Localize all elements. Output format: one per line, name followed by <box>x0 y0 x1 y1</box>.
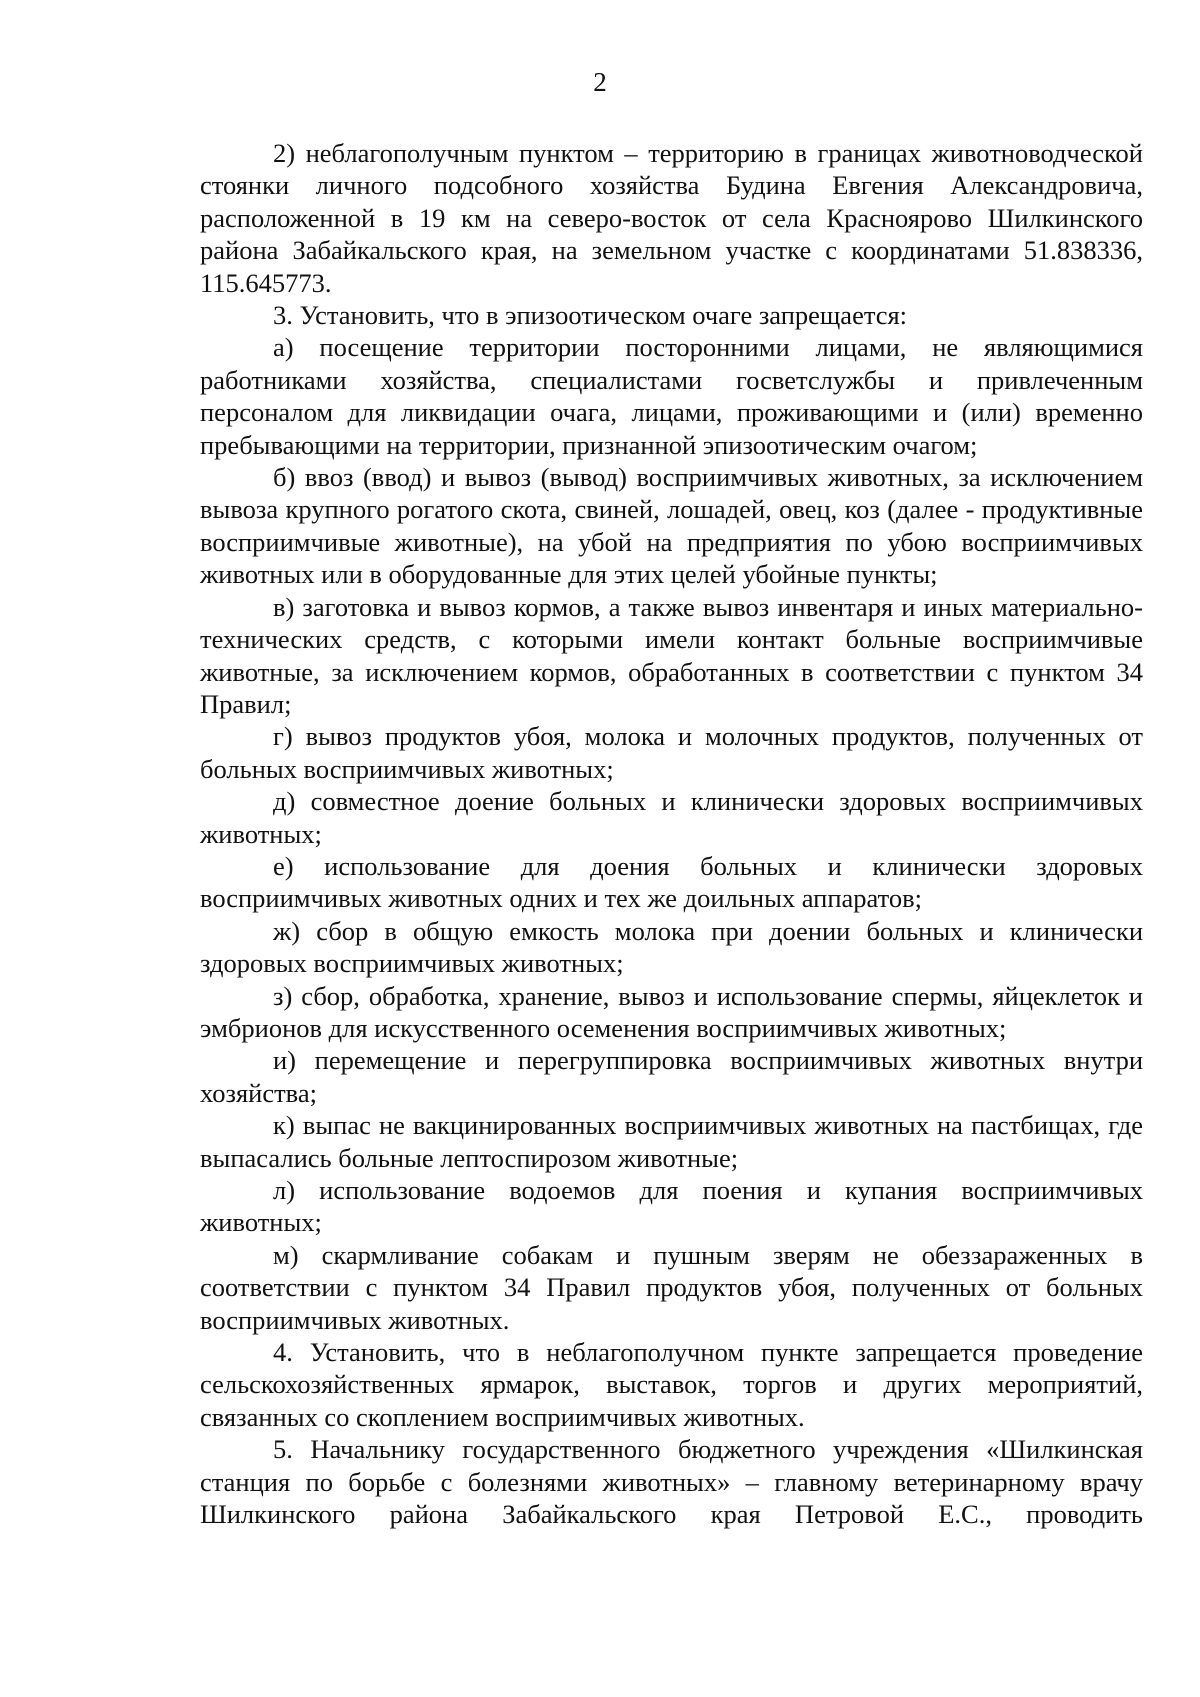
paragraph-item-5: 5. Начальнику государственного бюджетного учреждения «Шилкинская станция по борьбе с болезнями животных» – главному ветеринарному врачу Шилкинского района Забайкальского края Петровой Е.С., проводить <box>200 1434 1143 1530</box>
paragraph-item-3b: б) ввоз (ввод) и вывоз (вывод) восприимчивых животных, за исключением вывоза крупного рогатого скота, свиней, лошадей, овец, коз (далее - продуктивные восприимчивые животные), на убой на предприятия по убою восприимчивых животных или в оборудованные для этих целей убойные пункты; <box>200 462 1143 590</box>
paragraph-item-2: 2) неблагополучным пунктом – территорию в границах животноводческой стоянки личного подсобного хозяйства Будина Евгения Александровича, расположенной в 19 км на северо-восток от села Красноярово Шилкинского района Забайкальского края, на земельном участке с координатами 51.838336, 115.645773. <box>200 138 1143 298</box>
paragraph-item-3e: е) использование для доения больных и клинически здоровых восприимчивых животных одних и тех же доильных аппаратов; <box>200 850 1143 914</box>
paragraph-item-3g: г) вывоз продуктов убоя, молока и молочных продуктов, полученных от больных восприимчивых животных; <box>200 721 1143 784</box>
paragraph-item-3v: в) заготовка и вывоз кормов, а также вывоз инвентаря и иных материально-технических средств, с которыми имели контакт больные восприимчивые животные, за исключением кормов, обработанных в соответствии с пунктом 34 Правил; <box>200 591 1143 719</box>
paragraph-item-4: 4. Установить, что в неблагополучном пункте запрещается проведение сельскохозяйственных ярмарок, выставок, торгов и других мероприятий, связанных со скоплением восприимчивых животных. <box>200 1337 1143 1432</box>
paragraph-item-3z: з) сбор, обработка, хранение, вывоз и использование спермы, яйцеклеток и эмбрионов для искусственного осеменения восприимчивых животных; <box>200 980 1143 1043</box>
document-body <box>200 137 1143 1530</box>
paragraph-item-3k: к) выпас не вакцинированных восприимчивых животных на пастбищах, где выпасались больные лептоспирозом животные; <box>200 1110 1143 1173</box>
paragraph-item-3m: м) скармливание собакам и пушным зверям не обеззараженных в соответствии с пунктом 34 Правил продуктов убоя, полученных от больных восприимчивых животных. <box>200 1239 1143 1335</box>
paragraph-item-3i: и) перемещение и перегруппировка восприимчивых животных внутри хозяйства; <box>200 1045 1143 1108</box>
paragraph-item-3d: д) совместное доение больных и клинически здоровых восприимчивых животных; <box>200 786 1143 849</box>
paragraph-item-3: 3. Установить, что в эпизоотическом очаге запрещается: <box>273 300 908 331</box>
page-number: 2 <box>593 67 607 97</box>
paragraph-item-3a: а) посещение территории посторонними лицами, не являющимися работниками хозяйства, специалистами госветслужбы и привлеченным персоналом для ликвидации очага, лицами, проживающими и (или) временно пребывающими на территории, признанной эпизоотическим очагом; <box>200 332 1143 460</box>
paragraph-item-3zh: ж) сбор в общую емкость молока при доении больных и клинически здоровых восприимчивых животных; <box>200 915 1143 979</box>
paragraph-item-3l: л) использование водоемов для поения и купания восприимчивых животных; <box>200 1175 1143 1238</box>
